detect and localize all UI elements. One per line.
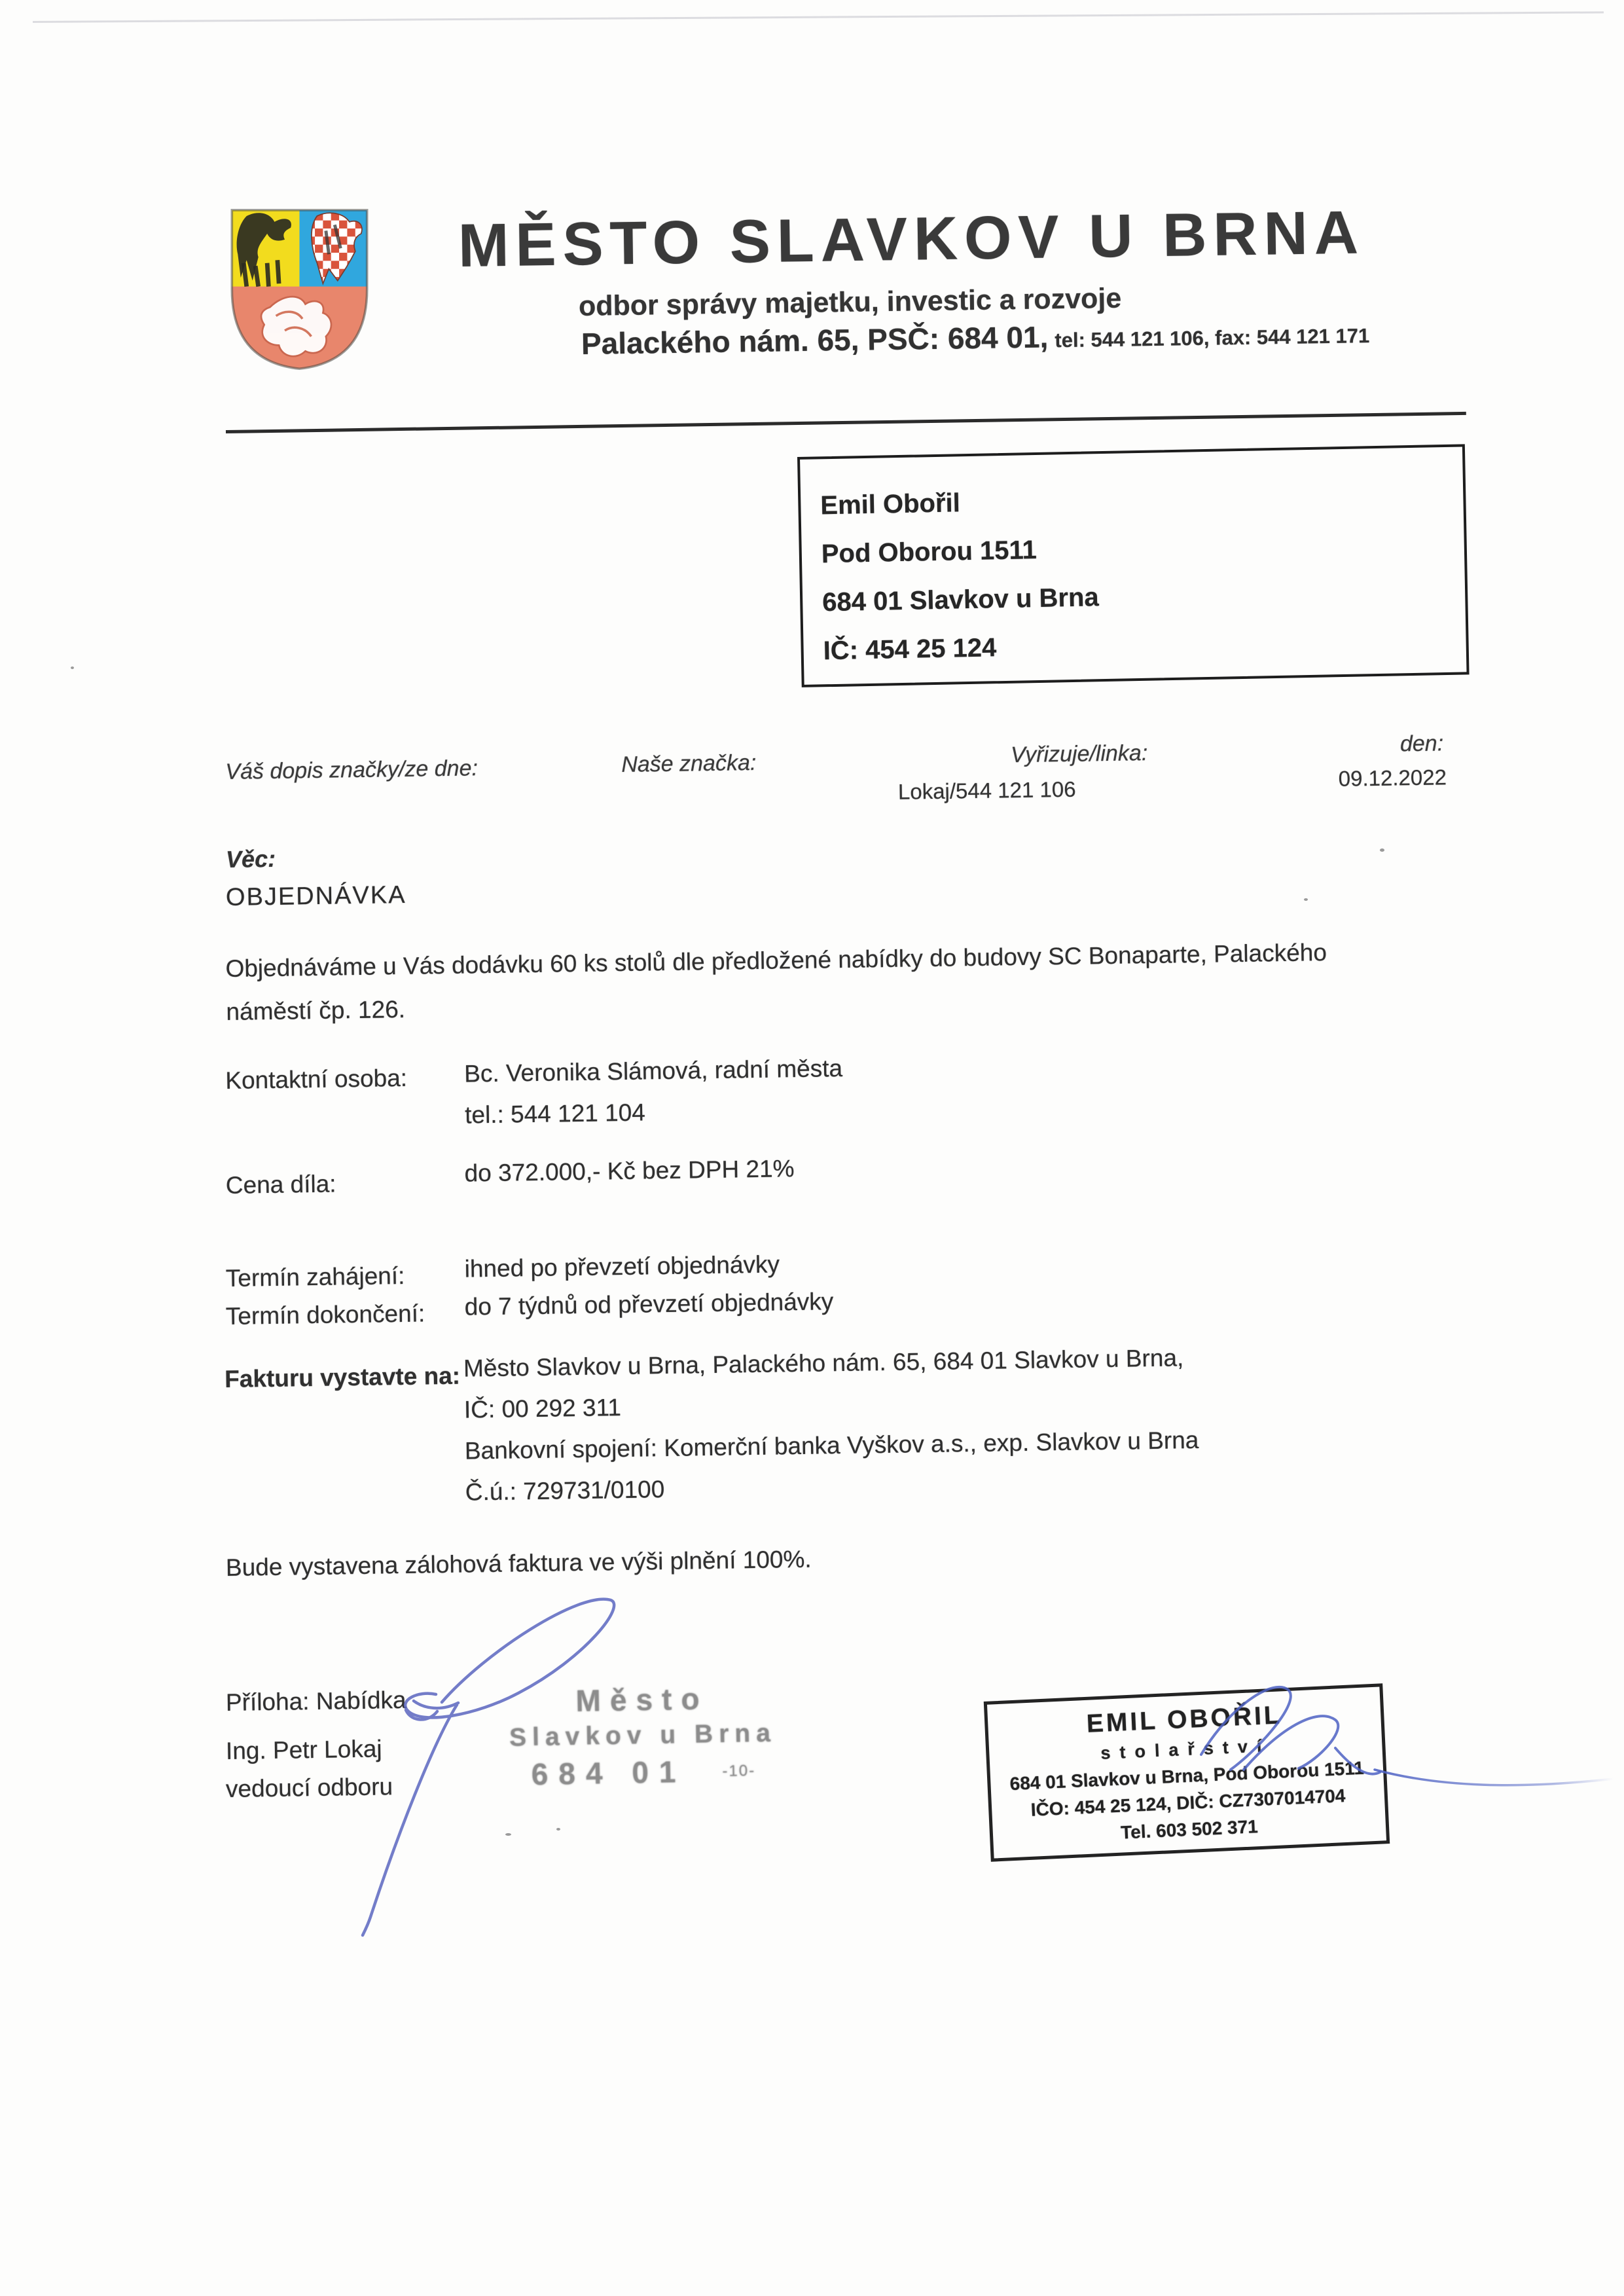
recipient-name: Emil Obořil xyxy=(820,488,961,520)
recipient-city: 684 01 Slavkov u Brna xyxy=(821,583,1100,617)
recipient-address-box xyxy=(797,444,1470,687)
recipient-street: Pod Oborou 1511 xyxy=(821,536,1038,569)
recipient-company-id: IČ: 454 25 124 xyxy=(823,633,997,666)
order-paragraph-line1: Objednáváme u Vás dodávku 60 ks stolů dle předložené nabídky do budovy SC Bonaparte, Palackého xyxy=(225,939,1327,983)
signature-emil-oboril xyxy=(1139,1666,1623,1817)
price-row xyxy=(226,1153,1509,1211)
invoice-row xyxy=(224,1344,1510,1549)
subject-label: Věc: xyxy=(225,845,276,873)
contact-person-row xyxy=(225,1048,1509,1152)
invoice-line-2: IČ: 00 292 311 xyxy=(463,1394,622,1423)
header-divider xyxy=(226,412,1466,433)
city-stamp-mark: -10- xyxy=(722,1762,756,1781)
organization-address xyxy=(581,314,1370,361)
subject-value: OBJEDNÁVKA xyxy=(225,881,406,911)
scan-speck xyxy=(1304,898,1308,901)
price-value: do 372.000,- Kč bez DPH 21% xyxy=(464,1155,795,1187)
signer-role: vedoucí odboru xyxy=(225,1773,393,1802)
organization-subtitle: odbor správy majetku, investic a rozvoje xyxy=(578,282,1122,322)
coat-of-arms xyxy=(226,204,373,373)
scan-artifact-hairline xyxy=(33,11,1604,23)
date-label: den: xyxy=(1399,731,1444,757)
organization-address-contact: tel: 544 121 106, fax: 544 121 171 xyxy=(1055,324,1370,352)
organization-title: MĚSTO SLAVKOV U BRNA xyxy=(458,198,1365,280)
start-term-label: Termín zahájení: xyxy=(225,1262,405,1292)
invoice-line-1: Město Slavkov u Brna, Palackého nám. 65, 684 01 Slavkov u Brna, xyxy=(463,1344,1184,1382)
attachment-note: Příloha: Nabídka xyxy=(225,1686,406,1716)
scan-speck xyxy=(1380,848,1384,852)
supplier-stamp-trade: stolařství xyxy=(1100,1736,1271,1763)
our-reference-label: Naše značka: xyxy=(621,750,757,778)
invoice-line-3: Bankovní spojení: Komerční banka Vyškov a.s., exp. Slavkov u Brna xyxy=(464,1426,1199,1465)
price-label: Cena díla: xyxy=(225,1170,336,1199)
invoice-label: Fakturu vystavte na: xyxy=(224,1362,461,1393)
invoice-line-4: Č.ú.: 729731/0100 xyxy=(465,1476,665,1506)
handled-by-label: Vyřizuje/linka: xyxy=(1010,740,1148,768)
scan-speck xyxy=(505,1833,511,1836)
advance-invoice-note: Bude vystavena zálohová faktura ve výši plnění 100%. xyxy=(225,1545,812,1581)
supplier-stamp-ids: IČO: 454 25 124, DIČ: CZ7307014704 xyxy=(1030,1785,1346,1820)
city-stamp-line1: Město xyxy=(575,1681,709,1718)
contact-person-value xyxy=(464,1048,844,1136)
invoice-value xyxy=(463,1337,1200,1513)
supplier-stamp-name: EMIL OBOŘIL xyxy=(1086,1701,1283,1738)
city-stamp-line3: 684 01 xyxy=(531,1755,687,1792)
supplier-stamp-phone: Tel. 603 502 371 xyxy=(1120,1816,1259,1843)
contact-person-label: Kontaktní osoba: xyxy=(225,1064,408,1095)
order-paragraph xyxy=(225,928,1490,1034)
order-paragraph-line2: náměstí čp. 126. xyxy=(226,995,406,1025)
start-term-value: ihned po převzetí objednávky xyxy=(464,1250,780,1283)
organization-address-main: Palackého nám. 65, PSČ: 684 01, xyxy=(581,319,1049,361)
signer-name: Ing. Petr Lokaj xyxy=(225,1735,382,1764)
scan-speck xyxy=(71,666,74,669)
city-stamp-line2: Slavkov u Brna xyxy=(509,1719,777,1752)
contact-person-phone: tel.: 544 121 104 xyxy=(464,1099,646,1129)
supplier-stamp-address: 684 01 Slavkov u Brna, Pod Oborou 1511 xyxy=(1009,1757,1365,1795)
handled-by-value: Lokaj/544 121 106 xyxy=(897,776,1076,804)
finish-term-value: do 7 týdnů od převzetí objednávky xyxy=(464,1288,834,1321)
reference-row xyxy=(225,731,1503,838)
your-reference-label: Váš dopis značky/ze dne: xyxy=(225,756,478,785)
scan-speck xyxy=(556,1828,560,1831)
finish-term-label: Termín dokončení: xyxy=(225,1300,425,1330)
contact-person-name: Bc. Veronika Slámová, radní města xyxy=(463,1055,843,1087)
date-value: 09.12.2022 xyxy=(1338,765,1447,791)
city-stamp xyxy=(498,1679,788,1794)
